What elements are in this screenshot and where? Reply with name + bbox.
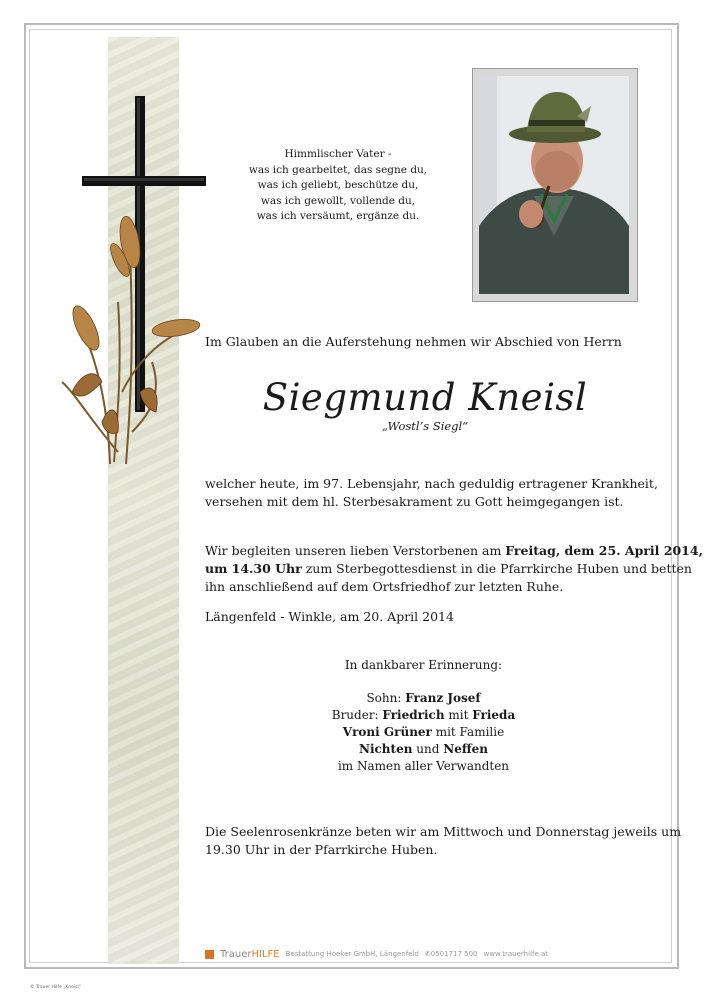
- footer-web[interactable]: www.trauerhilfe.at: [483, 950, 549, 958]
- death-notice-line: versehen mit dem hl. Sterbesakrament zu Gott heimgegangen ist.: [205, 494, 624, 509]
- mourner-name: Friedrich: [382, 708, 445, 722]
- mourner-label: Bruder:: [331, 708, 383, 722]
- mourner-line: [205, 724, 642, 741]
- prayer-line: was ich gewollt, vollende du,: [260, 194, 416, 207]
- funeral-line: ihn anschließend auf dem Ortsfriedhof zur letzten Ruhe.: [205, 579, 564, 594]
- mourner-name: Nichten: [358, 742, 413, 756]
- death-notice: [205, 475, 658, 511]
- mourner-name: Vroni Grüner: [342, 725, 432, 739]
- death-notice-line: welcher heute, im 97. Lebensjahr, nach geduldig ertragener Krankheit,: [205, 476, 658, 491]
- funeral-text: Wir begleiten unseren lieben Verstorbenen am: [205, 543, 506, 558]
- remembrance-heading-text: In dankbarer Erinnerung:: [344, 658, 503, 672]
- rosary-line: Die Seelenrosenkränze beten wir am Mittwoch und Donnerstag jeweils um: [205, 824, 682, 839]
- mourners-list: [205, 690, 642, 775]
- corner-note: © Trauer Hilfe „Kneisl“: [30, 985, 82, 990]
- mourner-name: Franz Josef: [405, 691, 481, 705]
- funeral-notice: [205, 542, 703, 596]
- prayer-line: was ich versäumt, ergänze du.: [256, 210, 420, 222]
- rosary-line: 19.30 Uhr in der Pfarrkirche Huben.: [205, 842, 438, 857]
- footer-phone: ✆0501717 500: [424, 950, 478, 958]
- remembrance-heading: [205, 657, 642, 674]
- place-date: [205, 608, 642, 626]
- mourner-label: Sohn:: [366, 691, 406, 705]
- mourner-name: Frieda: [472, 708, 516, 722]
- prayer-line: was ich geliebt, beschütze du,: [257, 179, 419, 191]
- mourner-line: [205, 690, 642, 707]
- intro-line: Im Glauben an die Auferstehung nehmen wir Abschied von Herrn: [205, 334, 622, 349]
- funeral-date: Freitag, dem 25. April 2014,: [505, 543, 703, 558]
- mourner-line: [205, 707, 642, 724]
- prayer-line: was ich gearbeitet, das segne du,: [248, 163, 428, 176]
- mourner-name: Neffen: [443, 742, 489, 756]
- cross-with-wheat-icon: [52, 92, 212, 512]
- footer: [205, 947, 548, 961]
- rosary-notice: [205, 823, 682, 859]
- logo-part: Trauer: [220, 948, 252, 960]
- mourner-line: im Namen aller Verwandten: [337, 759, 510, 773]
- prayer-verse: [238, 147, 438, 225]
- funeral-line: [205, 542, 703, 560]
- mourner-connector: und: [412, 742, 444, 756]
- logo-part: HILFE: [251, 948, 280, 960]
- deceased-name: Siegmund Kneisl: [262, 376, 588, 419]
- mourner-connector: mit Familie: [431, 725, 505, 739]
- funeral-text: zum Sterbegottesdienst in die Pfarrkirche Huben und betten: [301, 561, 692, 576]
- trauerhilfe-logo-icon: [205, 950, 214, 959]
- footer-logo: [220, 949, 280, 960]
- mourner-line: [205, 741, 642, 758]
- funeral-line: [205, 560, 692, 578]
- prayer-line: Himmlischer Vater -: [284, 148, 392, 160]
- portrait-photo: [479, 76, 629, 294]
- footer-company: Bestattung Hoeker GmbH, Längenfeld: [285, 950, 419, 958]
- deceased-nickname: „Wostl’s Siegl“: [381, 419, 469, 433]
- place-date-text: Längenfeld - Winkle, am 20. April 2014: [205, 609, 454, 624]
- mourner-connector: mit: [444, 708, 473, 722]
- funeral-time: um 14.30 Uhr: [205, 561, 302, 576]
